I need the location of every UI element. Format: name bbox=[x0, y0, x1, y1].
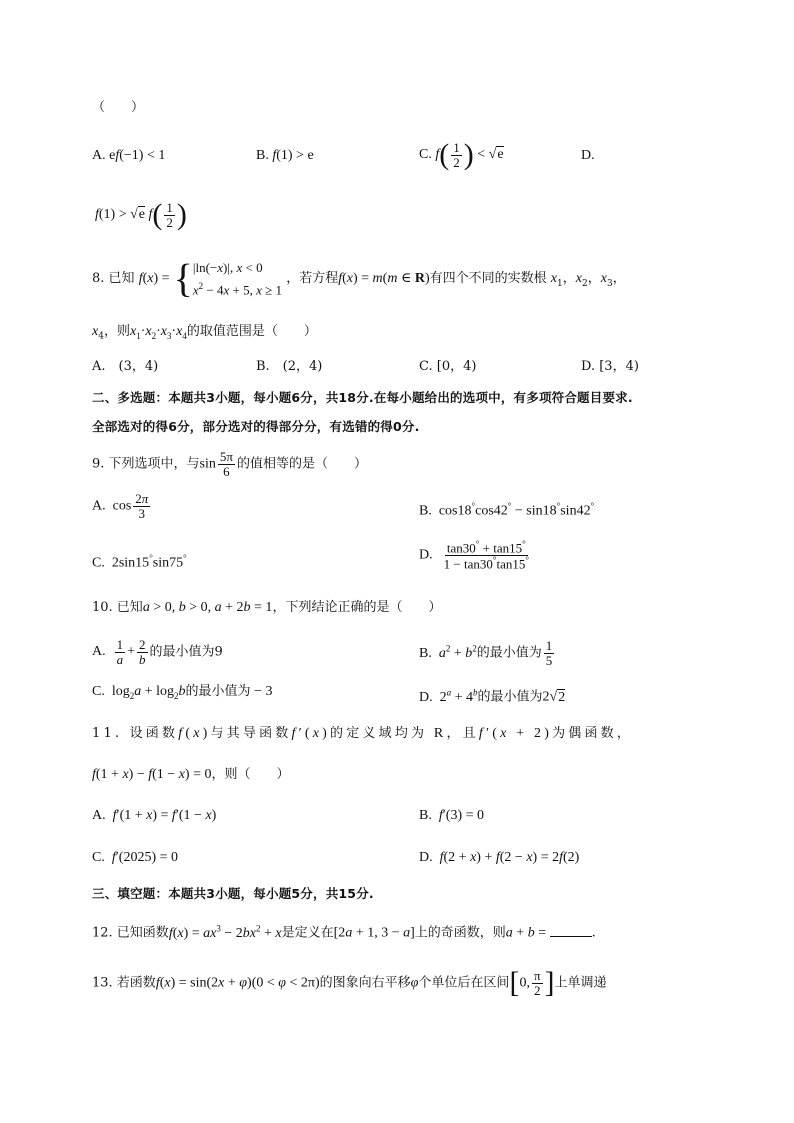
q8-option-c: C. [0，4) bbox=[419, 359, 477, 374]
q10-stem: 10. 已知a > 0, b > 0, a + 2b = 1，下列结论正确的是（ ） bbox=[92, 600, 442, 615]
q8-option-b: B. (2，4) bbox=[256, 359, 323, 374]
q11-option-b: B. f′(3) = 0 bbox=[419, 808, 485, 823]
q9-stem: 9. 下列选项中，与sin $\frac{5\pi}{6}$ 的值相等的是（ ） bbox=[92, 449, 367, 479]
q11-option-a: A. f′(1 + x) = f′(1 − x) bbox=[92, 808, 217, 823]
q7-option-b: B. f(1) > e bbox=[256, 148, 314, 163]
q8-option-a: A. (3，4) bbox=[92, 359, 159, 374]
q8-stem: 8. 已知 f(x) = { |ln(−x)|, x < 0 $x^2 - 4x + 5$, x ≥ 1 ，若方程f(x) = m(m ∈ R)有四个不同的实数根 $x_1$，$x_2$，$x_3$， bbox=[92, 255, 626, 301]
q11-option-d: D. f(2 + x) + f(2 − x) = 2f(2) bbox=[419, 850, 580, 865]
q10-option-d: D. $2^a + 4^b$的最小值为2√2 bbox=[419, 687, 566, 705]
q10-option-b: B. $a^2 + b^2$的最小值为 $\frac{1}{5}$ bbox=[419, 638, 553, 668]
q13-stem: 13. 若函数f(x) = sin(2x + φ)(0 < φ < 2π)的图象向右平移φ个单位后在区间[0, $\frac{\pi}{2}$ ]上单调递 bbox=[92, 966, 607, 999]
q11-option-c: C. f′(2025) = 0 bbox=[92, 850, 179, 865]
q10-option-a: A. $\frac{1}{a}$ + $\frac{2}{b}$ 的最小值为9 bbox=[92, 637, 223, 667]
q12-stem: 12. 已知函数$f(x) = ax^3 - 2bx^2 + x$是定义在[2a + 1, 3 − a]上的奇函数，则a + b = . bbox=[92, 923, 596, 941]
option-label: B. bbox=[256, 148, 269, 163]
q8-stem-cont: $x_4$，则$x_1\cdot x_2\cdot x_3\cdot x_4$的取值范围是（ ） bbox=[92, 324, 317, 342]
q7-option-a: A. ef(−1) < 1 bbox=[92, 148, 166, 163]
option-label: C. bbox=[419, 147, 432, 163]
section2-heading-cont: 全部选对的得6分，部分选对的得部分分，有选错的得0分. bbox=[92, 419, 420, 434]
option-label: D. bbox=[581, 148, 595, 163]
q7-option-d bbox=[581, 146, 595, 166]
section2-heading: 二、多选题：本题共3小题，每小题6分，共18分.在每小题给出的选项中，有多项符合题目要求. bbox=[92, 390, 633, 405]
q9-option-a: A. cos $\frac{2\pi}{3}$ bbox=[92, 491, 149, 521]
q9-option-b: B. cos18°cos42° − sin18°sin42° bbox=[419, 501, 595, 519]
q9-option-c: C. 2sin15°sin75° bbox=[92, 553, 187, 571]
q7-option-c: C. f( $\frac{1}{2}$ ) < √e bbox=[419, 138, 504, 171]
q7-option-d-expr: f(1) > √e f( $\frac{1}{2}$ ) bbox=[95, 198, 187, 231]
q8-option-d: D. [3，4) bbox=[581, 359, 639, 374]
q11-stem: 11. 设函数f(x)与其导函数f′(x)的定义域均为 R，且f′(x + 2)为偶函数， bbox=[92, 726, 634, 741]
option-label: A. bbox=[92, 148, 106, 163]
answer-blank[interactable] bbox=[550, 924, 592, 937]
q10-option-c: C. $\log_2a + \log_2b$的最小值为 − 3 bbox=[92, 684, 273, 701]
section3-heading: 三、填空题：本题共3小题，每小题5分，共15分. bbox=[92, 886, 374, 901]
q9-option-d: D. $\frac{\tan 30^\circ + \tan 15^\circ}{1 - \tan 30^\circ\tan 15^\circ}$ bbox=[419, 539, 529, 572]
q7-paren: （ ） bbox=[92, 100, 145, 115]
q11-stem-cont: f(1 + x) − f(1 − x) = 0，则（ ） bbox=[92, 767, 290, 782]
